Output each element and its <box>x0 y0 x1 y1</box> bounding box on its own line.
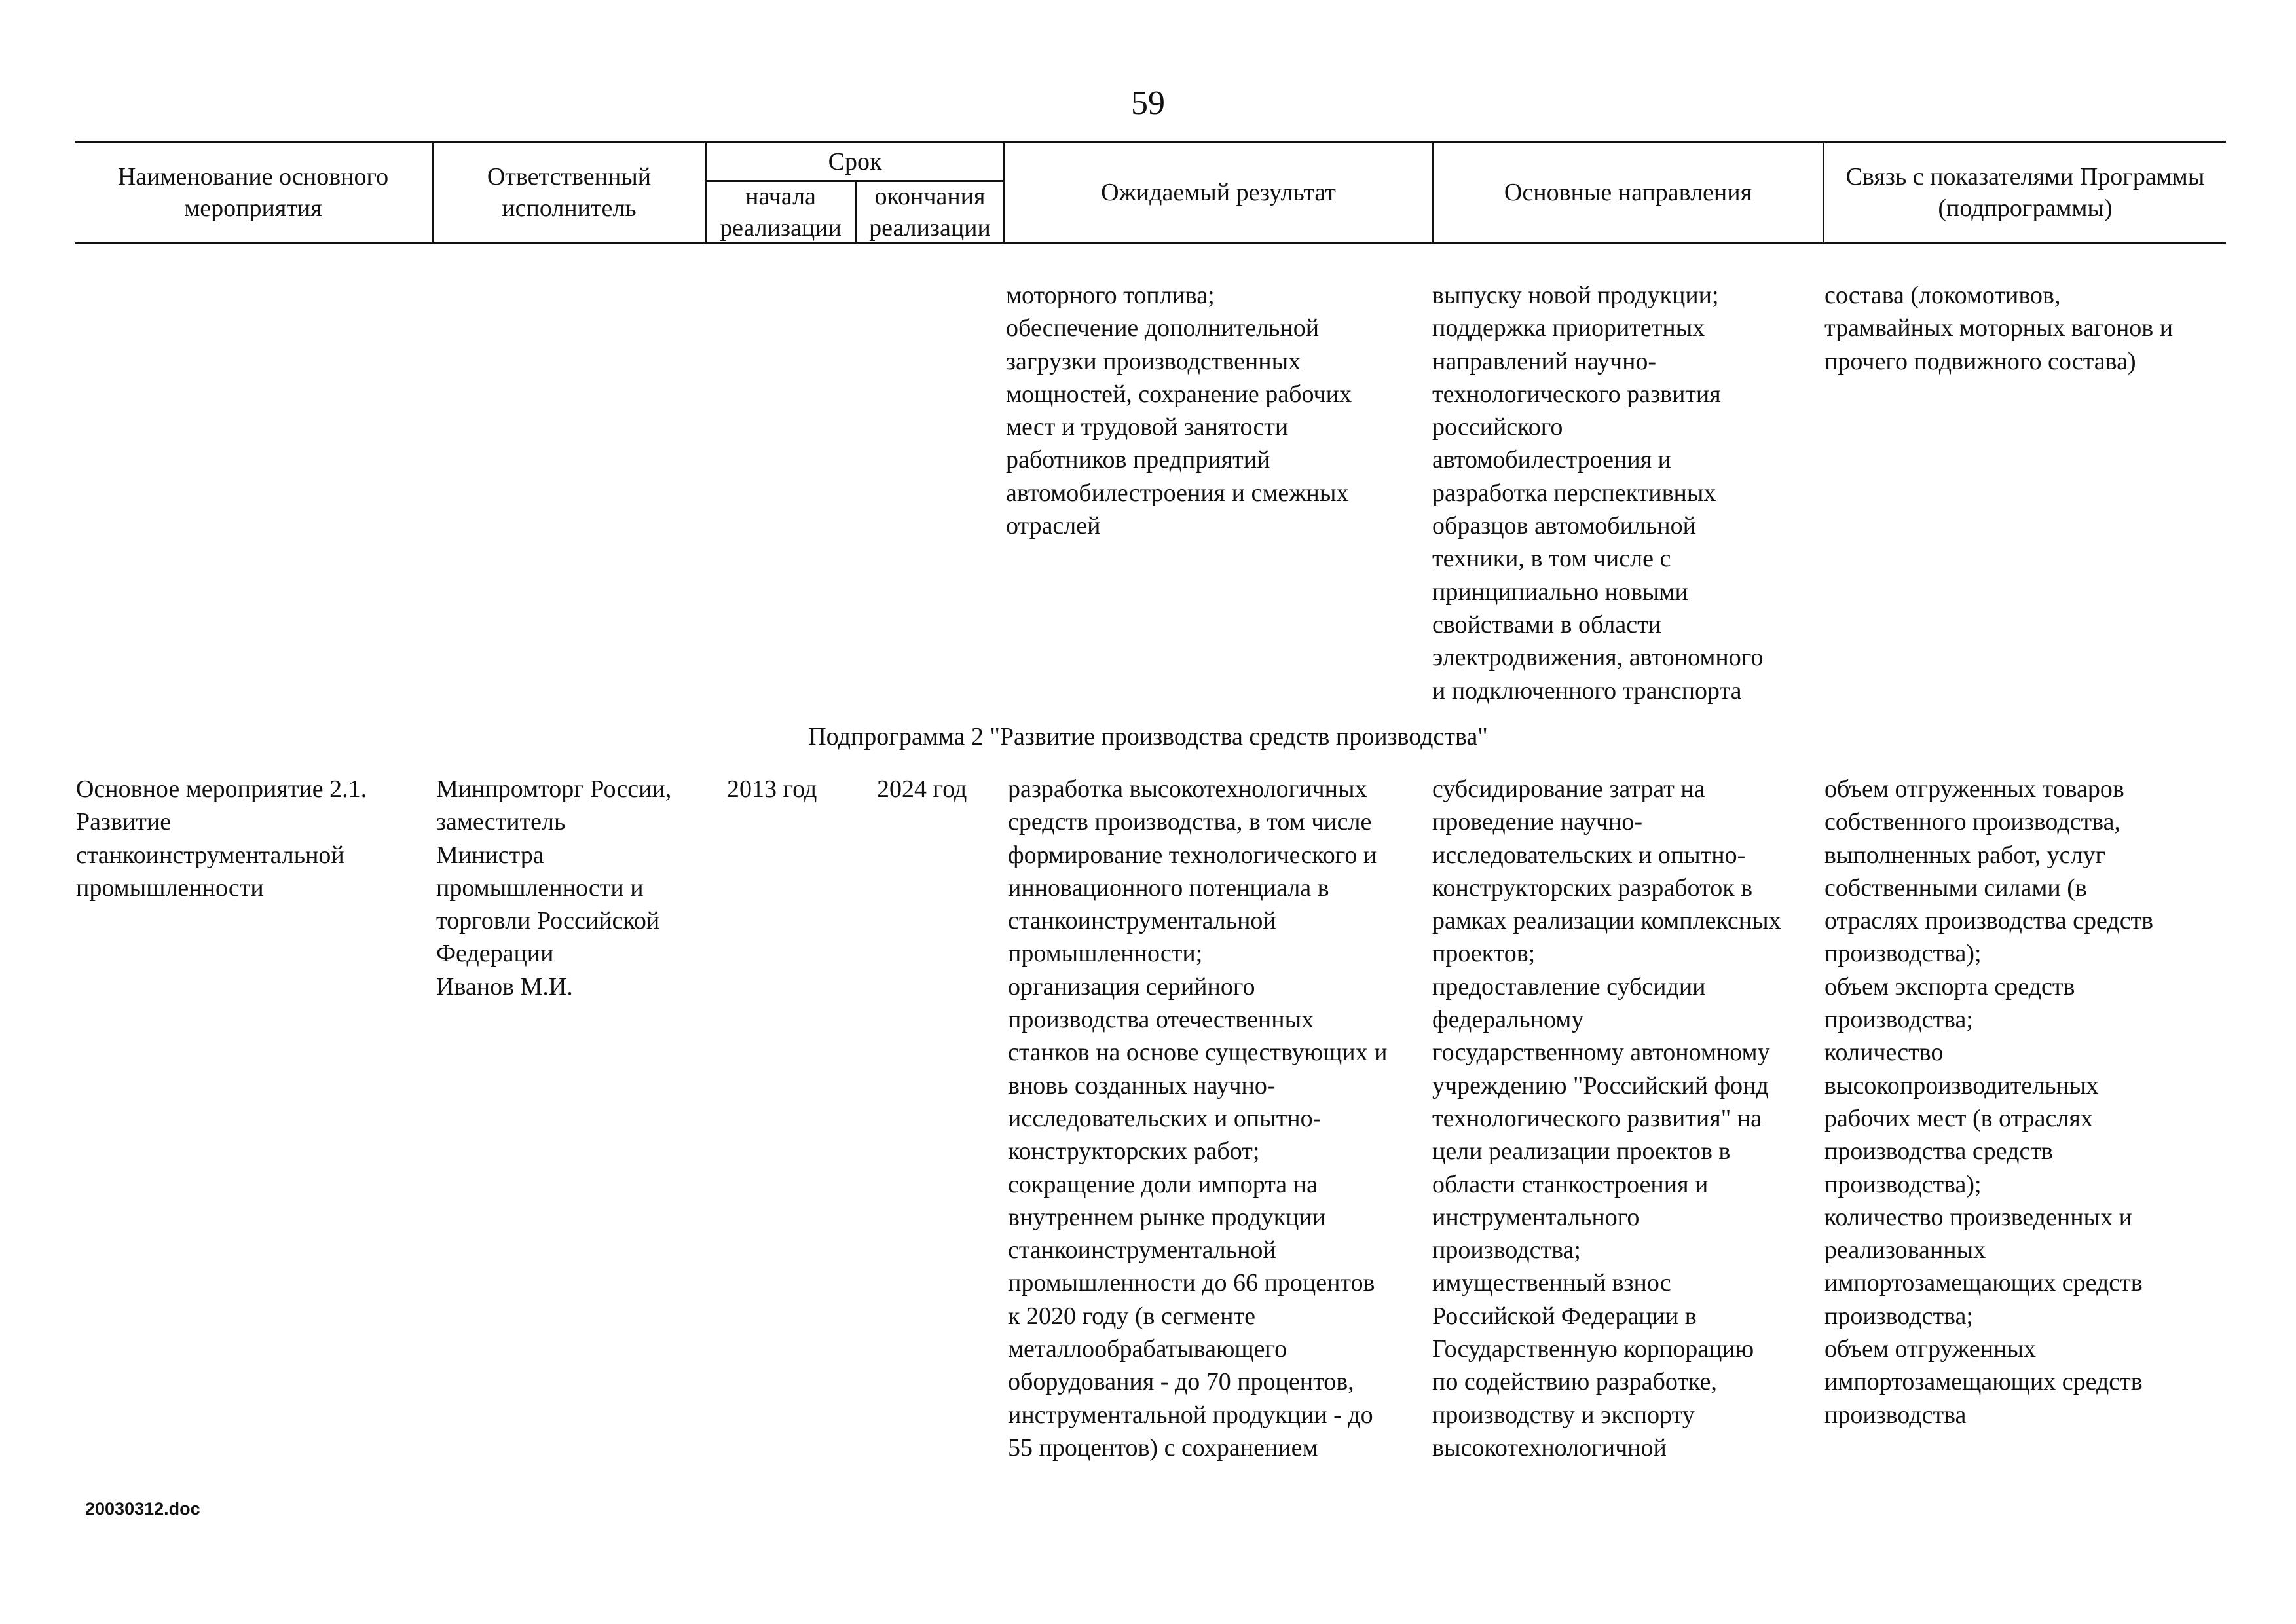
measure-main-directions: субсидирование затрат на проведение научно- исследовательских и опытно- конструкторских разработок в рамках реализации комплексных проектов; предоставление субсидии федеральному государственному автономному учреждению "Российский фонд технологического развития" на цели реализации проектов в области станкостроения и инструментального производства; имущественный взнос Российской Федерации в Государственную корпорацию по содействию разработке, производству и экспорту высокотехнологичной <box>1432 775 1781 1462</box>
header-indicator-link: Связь с показателями Программы (подпрограммы) <box>1845 163 2205 222</box>
header-executor: Ответственный исполнитель <box>487 163 652 222</box>
measure-expected-result: разработка высокотехнологичных средств производства, в том числе формирование технологического и инновационного потенциала в станкоинструментальной промышленности; организация серийного производства отечественных станков на основе существующих и вновь созданных научно- исследовательских и опытно- конструкторских работ; сокращение доли импорта на внутреннем рынке продукции станкоинструментальной промышленности до 66 процентов к 2020 году (в сегменте металлообрабатывающего оборудования - до 70 процентов, инструментальной продукции - до 55 процентов) с сохранением <box>1008 775 1388 1462</box>
header-term: Срок <box>828 147 882 175</box>
header-name-of-measure: Наименование основного мероприятия <box>117 163 389 222</box>
page-number: 59 <box>1131 84 1165 122</box>
subprogram-title: Подпрограмма 2 "Развитие производства средств производства" <box>808 723 1488 750</box>
continuation-main-directions: выпуску новой продукции; поддержка приоритетных направлений научно- технологического развития российского автомобилестроения и разработка перспективных образцов автомобильной техники, в том числе с принципиально новыми свойствами в области электродвижения, автономного и подключенного транспорта <box>1432 282 1764 705</box>
measure-indicator-link: объем отгруженных товаров собственного производства, выполненных работ, услуг собственными силами (в отраслях производства средств производства); объем экспорта средств производства; количество высокопроизводительных рабочих мест (в отраслях производства средств производства); количество произведенных и реализованных импортозамещающих средств производства; объем отгруженных импортозамещающих средств производства <box>1824 775 2154 1429</box>
header-end: окончания реализации <box>869 183 991 242</box>
measure-name: Основное мероприятие 2.1. Развитие станкоинструментальной промышленности <box>76 775 367 902</box>
document-code: 20030312.doc <box>85 1499 200 1519</box>
header-expected-result: Ожидаемый результат <box>1101 179 1336 206</box>
measure-executor: Минпромторг России, заместитель Министра промышленности и торговли Российской Федерации Иванов М.И. <box>436 775 672 1001</box>
header-main-directions: Основные направления <box>1504 179 1752 206</box>
header-start: начала реализации <box>720 183 842 242</box>
measure-start-year: 2013 год <box>727 775 817 803</box>
continuation-expected-result: моторного топлива; обеспечение дополнительной загрузки производственных мощностей, сохранение рабочих мест и трудовой занятости работников предприятий автомобилестроения и смежных отраслей <box>1006 282 1352 540</box>
continuation-indicator-link: состава (локомотивов, трамвайных моторных вагонов и прочего подвижного состава) <box>1824 282 2174 375</box>
measure-end-year: 2024 год <box>877 775 967 803</box>
table-header <box>75 141 2226 244</box>
